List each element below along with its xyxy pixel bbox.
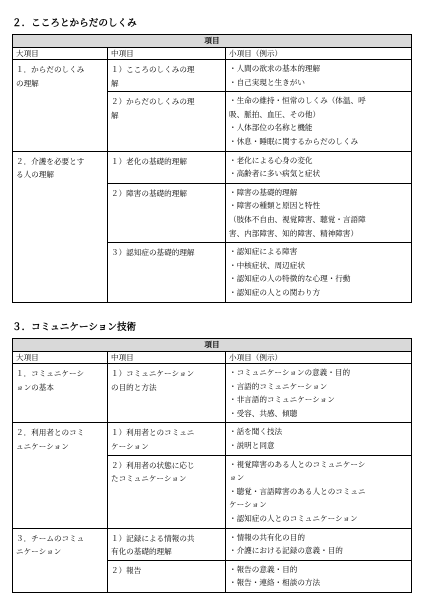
- text-line: １．コミュニケーシ: [16, 369, 85, 378]
- small-item: ・認知症の人との関わり方: [229, 287, 321, 297]
- small-items: [226, 183, 412, 242]
- small-item: ・認知症による障害: [229, 247, 298, 257]
- text-line: １．からだのしくみ: [16, 65, 85, 74]
- text-line: の目的と方法: [111, 382, 157, 392]
- small-items: [226, 92, 412, 151]
- text-line: １）コミュニケーション: [111, 369, 195, 378]
- small-item: ・高齢者に多い病気と症状: [229, 169, 321, 179]
- curriculum-table: [12, 34, 412, 303]
- text-line: 解: [111, 110, 119, 120]
- small-item: ・話を聞く技法: [229, 427, 283, 437]
- middle-item: [108, 151, 226, 183]
- small-item: ・障害の種類と原因と特性: [229, 201, 321, 211]
- small-item: ・情報の共有化の目的: [229, 532, 305, 542]
- text-line: る人の理解: [16, 170, 54, 180]
- text-line: ２）障害の基礎的理解: [111, 188, 187, 198]
- small-items: [226, 364, 412, 423]
- small-item: ・報告・連絡・相談の方法: [229, 578, 321, 588]
- middle-item: [108, 92, 226, 151]
- small-item: ・認知症の人とのコミュニケーション: [229, 513, 358, 523]
- table-row: [13, 528, 412, 560]
- column-header: 中項目: [108, 352, 226, 364]
- small-items: [226, 560, 412, 592]
- text-line: ２．利用者とのコミ: [16, 428, 85, 438]
- small-item: ・聴覚・言語障害のある人とのコミュニ: [229, 486, 366, 496]
- middle-item: [108, 60, 226, 92]
- small-item: ・報告の意義・目的: [229, 564, 298, 574]
- text-line: ュニケーション: [16, 441, 69, 451]
- middle-item: [108, 560, 226, 592]
- small-item: ョン: [229, 473, 245, 483]
- text-line: ケーション: [111, 441, 149, 451]
- large-item: [13, 423, 108, 528]
- text-line: ３．チームのコミュ: [16, 533, 85, 543]
- large-item: [13, 364, 108, 423]
- column-header: 小項目（例示）: [226, 352, 412, 364]
- table-row: [13, 60, 412, 92]
- text-line: ョンの基本: [16, 382, 54, 392]
- small-item: 害、内部障害、知的障害、精神障害）: [229, 228, 359, 238]
- column-header: 大項目: [13, 48, 108, 60]
- text-line: １）記録による情報の共: [111, 533, 195, 543]
- small-item: 吸、脈拍、血圧、その他）: [229, 109, 321, 119]
- text-line: たコミュニケーション: [111, 474, 187, 484]
- column-header: 大項目: [13, 352, 108, 364]
- small-item: ケーション: [229, 500, 267, 510]
- small-item: ・人体部位の名称と機能: [229, 123, 313, 133]
- small-item: ・自己実現と生きがい: [229, 77, 305, 87]
- small-items: [226, 423, 412, 455]
- text-line: ２）報告: [111, 565, 142, 575]
- small-item: ・説明と同意: [229, 440, 275, 450]
- small-item: ・視覚障害のある人とのコミュニケーシ: [229, 459, 366, 469]
- middle-item: [108, 528, 226, 560]
- middle-item: [108, 364, 226, 423]
- small-item: ・老化による心身の変化: [229, 155, 313, 165]
- table-row: [13, 423, 412, 455]
- section-title: ２．こころとからだのしくみ: [12, 18, 137, 29]
- text-line: ２）からだのしくみの理: [111, 97, 195, 107]
- table-header: 項目: [13, 35, 412, 48]
- section-title: ３．コミュニケーション技術: [12, 322, 137, 333]
- large-item: [13, 528, 108, 592]
- text-line: の理解: [16, 78, 39, 88]
- text-line: ２）利用者の状態に応じ: [111, 460, 195, 470]
- table-row: [13, 151, 412, 183]
- small-item: ・中核症状、周辺症状: [229, 260, 305, 270]
- small-item: ・生命の維持・恒常のしくみ（体温、呼: [229, 96, 366, 106]
- small-items: [226, 455, 412, 528]
- small-item: ・人間の欲求の基本的理解: [229, 64, 321, 73]
- middle-item: [108, 243, 226, 302]
- small-item: ・言語的コミュニケーション: [229, 381, 328, 391]
- large-item: [13, 60, 108, 152]
- column-header: 中項目: [108, 48, 226, 60]
- small-item: ・介護における記録の意義・目的: [229, 546, 343, 556]
- small-item: ・非言語的コミュニケーション: [229, 395, 335, 405]
- small-item: ・受容、共感、傾聴: [229, 408, 298, 418]
- column-header: 小項目（例示）: [226, 48, 412, 60]
- middle-item: [108, 455, 226, 528]
- text-line: １）こころのしくみの理: [111, 65, 195, 74]
- small-item: ・認知症の人の特徴的な心理・行動: [229, 274, 351, 284]
- text-line: ３）認知症の基礎的理解: [111, 248, 195, 258]
- small-items: [226, 243, 412, 302]
- text-line: ニケーション: [16, 547, 62, 557]
- small-items: [226, 528, 412, 560]
- small-item: ・コミュニケーションの意義・目的: [229, 368, 351, 377]
- small-item: （肢体不自由、視覚障害、聴覚・言語障: [229, 214, 366, 224]
- text-line: １）老化の基礎的理解: [111, 156, 187, 166]
- text-line: ２．介護を必要とす: [16, 156, 85, 166]
- small-item: ・休息・睡眠に関するからだのしくみ: [229, 136, 359, 146]
- text-line: 解: [111, 78, 119, 88]
- small-items: [226, 60, 412, 92]
- text-line: １）利用者とのコミュニ: [111, 428, 195, 438]
- curriculum-table: [12, 338, 412, 593]
- middle-item: [108, 423, 226, 455]
- small-item: ・障害の基礎的理解: [229, 187, 298, 197]
- small-items: [226, 151, 412, 183]
- table-row: [13, 364, 412, 423]
- middle-item: [108, 183, 226, 242]
- text-line: 有化の基礎的理解: [111, 547, 172, 557]
- table-header: 項目: [13, 339, 412, 352]
- large-item: [13, 151, 108, 302]
